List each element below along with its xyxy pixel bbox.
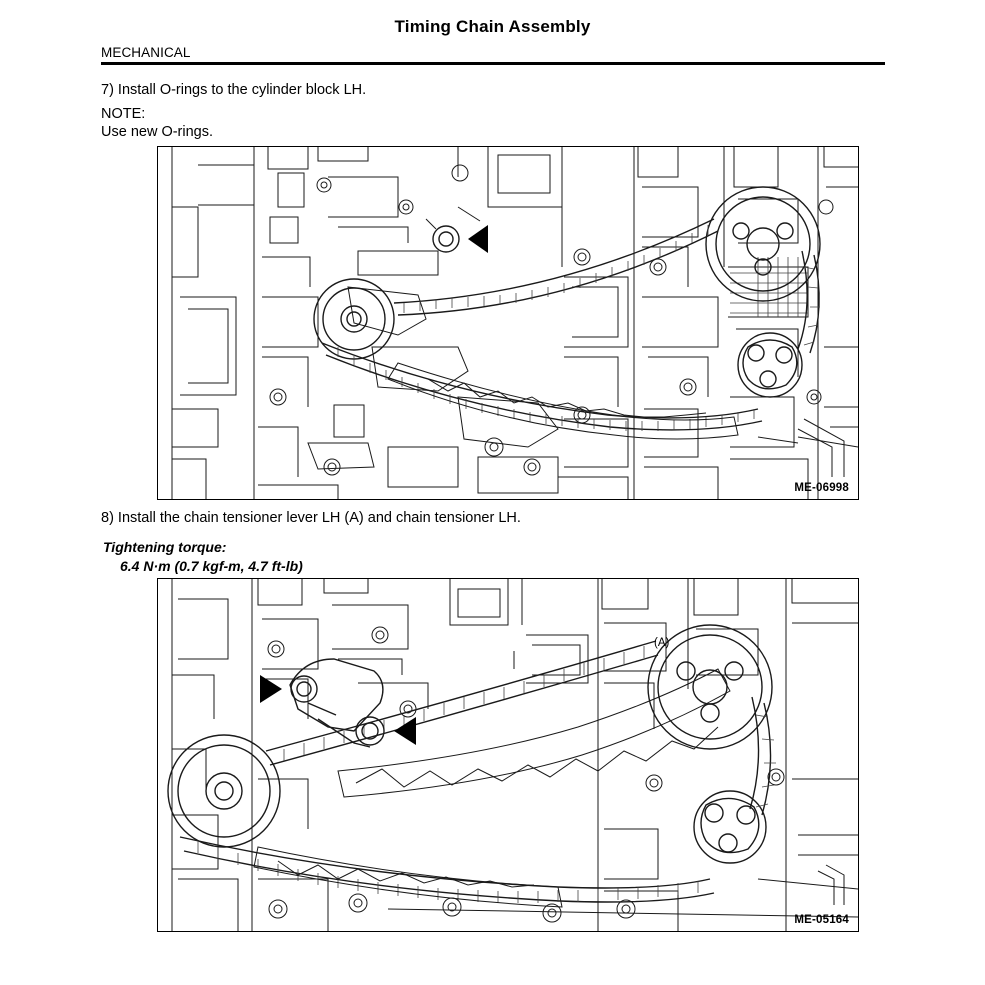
note-label: NOTE: — [101, 106, 146, 122]
engine-diagram-2 — [158, 579, 858, 931]
section-label: MECHANICAL — [101, 45, 191, 60]
tightening-torque-label: Tightening torque: — [103, 539, 227, 555]
figure-me-06998 — [157, 146, 859, 500]
page-title: Timing Chain Assembly — [394, 17, 591, 36]
figure-code: ME-05164 — [794, 914, 849, 926]
figure-me-05164 — [157, 578, 859, 932]
note-body: Use new O-rings. — [101, 124, 214, 140]
figure-code: ME-06998 — [794, 482, 849, 494]
engine-diagram-1 — [158, 147, 858, 499]
tightening-torque-value: 6.4 N·m (0.7 kgf-m, 4.7 ft-lb) — [120, 558, 303, 574]
step-7-text: 7) Install O-rings to the cylinder block LH. — [101, 82, 367, 98]
header-divider — [101, 62, 885, 65]
callout-a: (A) — [654, 637, 670, 649]
step-8-text: 8) Install the chain tensioner lever LH (A) and chain tensioner LH. — [101, 510, 521, 526]
